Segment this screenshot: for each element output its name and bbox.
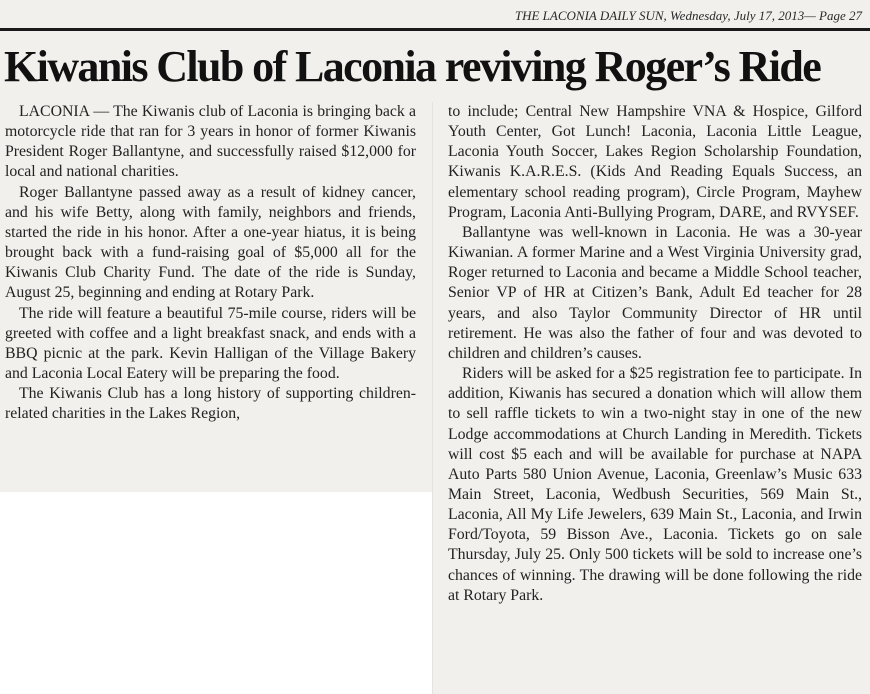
paragraph: The ride will feature a beautiful 75-mile course, riders will be greeted with coffee and a light breakfast snack, and ends with a BBQ picnic at the park. Kevin Halligan of the Village Bakery and Laconia Local Eatery will be preparing the food. [5,304,416,383]
article-column-left [5,102,416,425]
paragraph: Ballantyne was well-known in Laconia. He was a 30-year Kiwanian. A former Marine and a West Virginia University grad, Roger returned to Laconia and became a Middle School teacher, Senior VP of HR at Citizen’s Bank, Adult Ed teacher for 28 years, and also Taylor Community Director of HR until retirement. He was also the father of four and was devoted to children and children’s causes. [448,223,862,362]
column-divider [432,102,433,694]
blank-area [0,492,432,694]
paragraph: The Kiwanis Club has a long history of supporting children-related charities in the Lakes Region, [5,385,416,423]
paragraph: LACONIA — The Kiwanis club of Laconia is bringing back a motorcycle ride that ran for 3 years in honor of former Kiwanis President Roger Ballantyne, and successfully raised $12,000 for local and national charities. [5,103,416,181]
article-headline: Kiwanis Club of Laconia reviving Roger’s Ride [4,42,821,91]
paragraph: Roger Ballantyne passed away as a result of kidney cancer, and his wife Betty, along with family, neighbors and friends, started the ride in his honor. After a one-year hiatus, it is being brought back with a fund-raising goal of $5,000 all for the Kiwanis Club Charity Fund. The date of the ride is Sunday, August 25, beginning and ending at Rotary Park. [5,183,416,302]
header-rule [0,28,870,31]
paragraph: Riders will be asked for a $25 registration fee to participate. In addition, Kiwanis has secured a donation which will allow them to sell raffle tickets to win a two-night stay in one of the new Lodge accommodations at Church Landing in Meredith. Tickets will cost $5 each and will be available for purchase at NAPA Auto Parts 580 Union Avenue, Laconia, Greenlaw’s Music 633 Main Street, Laconia, Wedbush Securities, 569 Main St., Laconia, All My Life Jewelers, 639 Main St., Laconia, and Irwin Ford/Toyota, 59 Bisson Ave., Laconia. Tickets go on sale Thursday, July 25. Only 500 tickets will be sold to increase one’s chances of winning. The drawing will be done following the ride at Rotary Park. [448,365,862,604]
paragraph: to include; Central New Hampshire VNA & Hospice, Gilford Youth Center, Got Lunch! Laconia, Laconia Little League, Laconia Youth Soccer, Lakes Region Scholarship Foundation, Kiwanis K.A.R.E.S. (Kids And Reading Equals Success, an elementary school reading program), Circle Program, Mayhew Program, Laconia Anti-Bullying Program, DARE, and RVYSEF. [448,103,862,221]
article-column-right [448,102,862,606]
running-head: THE LACONIA DAILY SUN, Wednesday, July 17, 2013— Page 27 [514,8,862,23]
